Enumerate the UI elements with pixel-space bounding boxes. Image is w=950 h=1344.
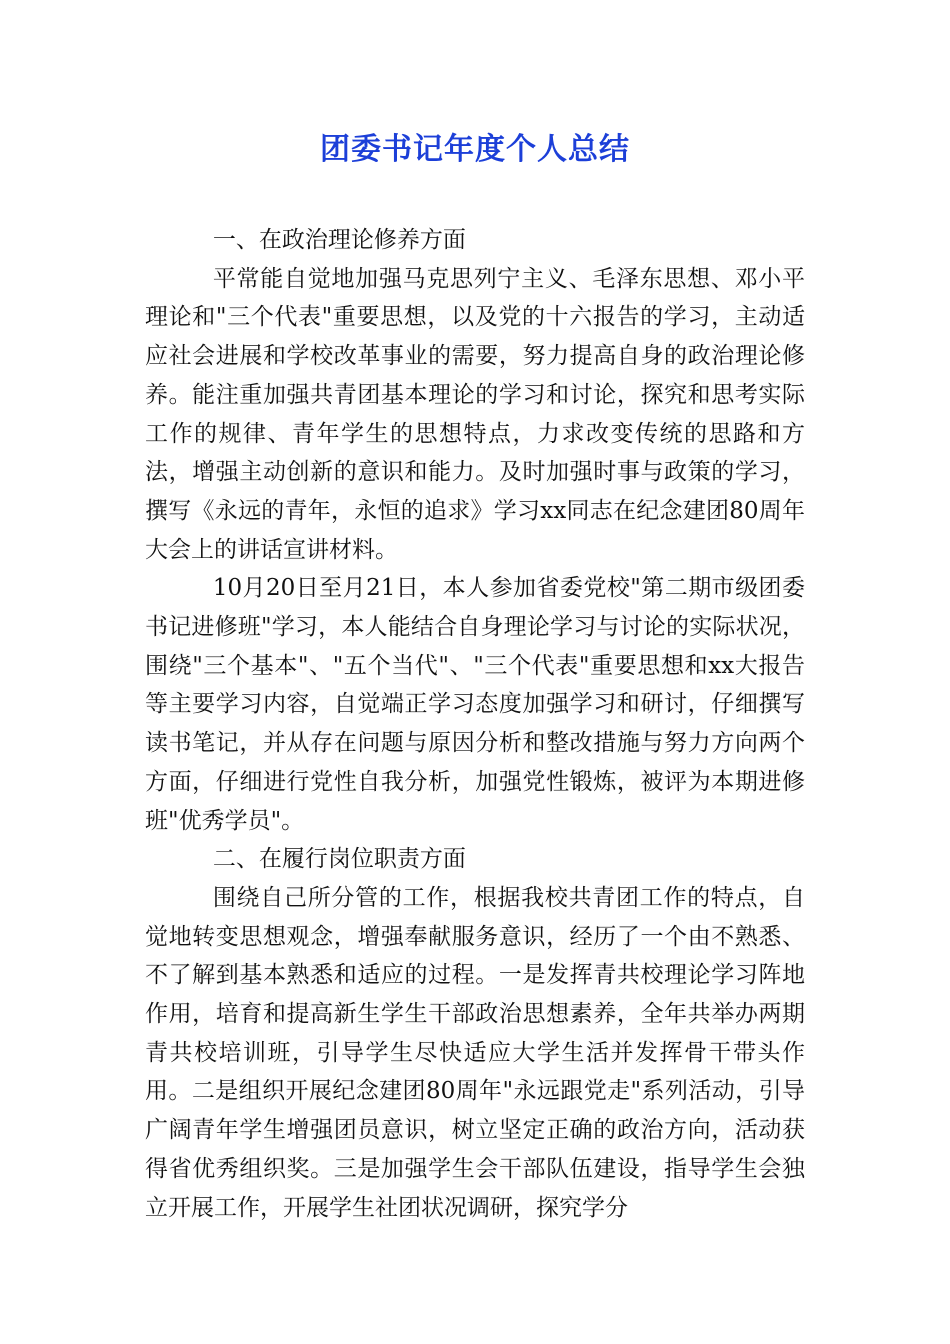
- body-paragraph: 平常能自觉地加强马克思列宁主义、毛泽东思想、邓小平理论和"三个代表"重要思想，以及党的十六报告的学习，主动适应社会进展和学校改革事业的需要，努力提高自身的政治理论修养。能注重加强共青团基本理论的学习和讨论，探究和思考实际工作的规律、青年学生的思想特点，力求改变传统的思路和方法，增强主动创新的意识和能力。及时加强时事与政策的学习，撰写《永远的青年，永恒的追求》学习xx同志在纪念建团80周年大会上的讲话宣讲材料。: [145, 265, 805, 563]
- body-paragraph: 10月20日至月21日，本人参加省委党校"第二期市级团委书记进修班"学习，本人能结合自身理论学习与讨论的实际状况，围绕"三个基本"、"五个当代"、"三个代表"重要思想和xx大报告等主要学习内容，自觉端正学习态度加强学习和研讨，仔细撰写读书笔记，并从存在问题与原因分析和整改措施与努力方向两个方面，仔细进行党性自我分析，加强党性锻炼，被评为本期进修班"优秀学员"。: [145, 575, 805, 834]
- section-heading-2: 二、在履行岗位职责方面: [212, 846, 466, 873]
- document-title: 团委书记年度个人总结: [320, 132, 630, 167]
- document-body: [145, 221, 805, 1227]
- section-heading-1: 一、在政治理论修养方面: [212, 227, 466, 253]
- body-paragraph: 围绕自己所分管的工作，根据我校共青团工作的特点，自觉地转变思想观念，增强奉献服务意识，经历了一个由不熟悉、不了解到基本熟悉和适应的过程。一是发挥青共校理论学习阵地作用，培育和提高新生学生干部政治思想素养，全年共举办两期青共校培训班，引导学生尽快适应大学生活并发挥骨干带头作用。二是组织开展纪念建团80周年"永远跟党走"系列活动，引导广阔青年学生增强团员意识，树立坚定正确的政治方向，活动获得省优秀组织奖。三是加强学生会干部队伍建设，指导学生会独立开展工作，开展学生社团状况调研，探究学分: [145, 884, 805, 1221]
